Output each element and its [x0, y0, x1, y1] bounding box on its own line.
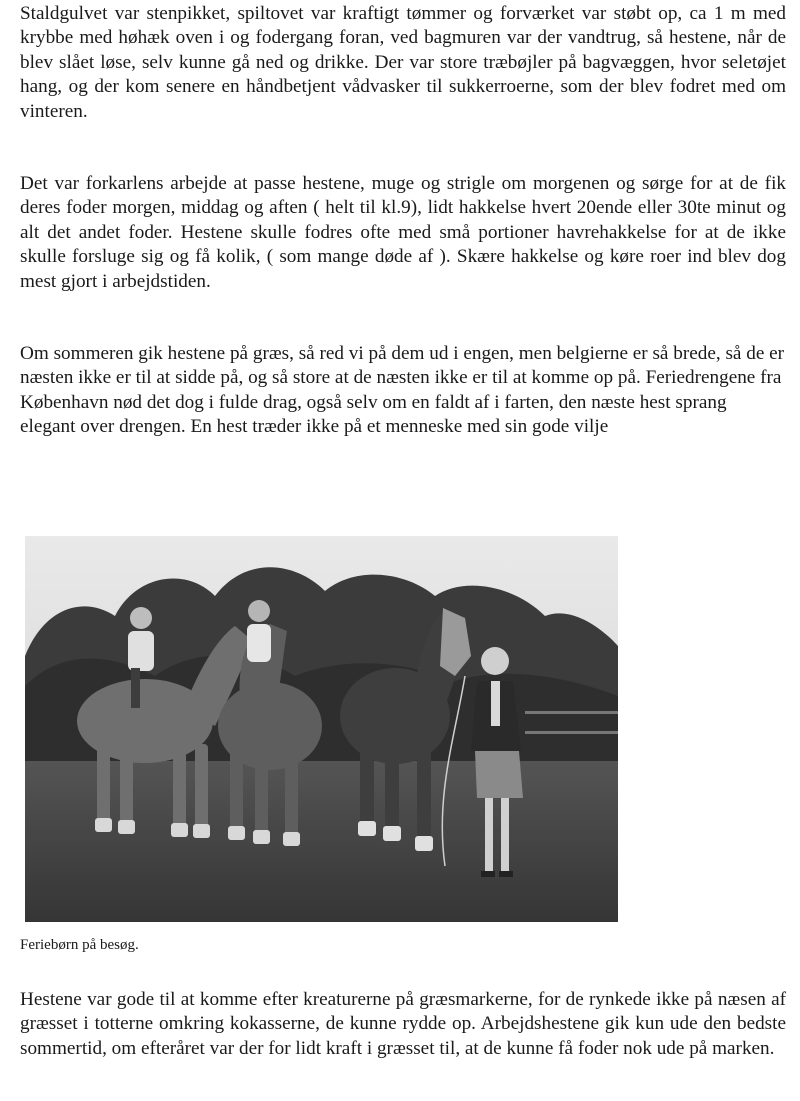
- photo-horses-with-children: [25, 536, 618, 922]
- paragraph-farmhand-work: Det var forkarlens arbejde at passe hestene, muge og strigle om morgenen og sørge for at de fik deres foder morgen, middag og aften ( helt til kl.9), lidt hakkelse hvert 20ende eller 30te minut og alt det andet foder. Hestene skulle fodres ofte med små portioner havrehakkelse for at de ikke skulle forsluge sig og få kolik, ( som mange døde af ). Skære hakkelse og køre roer ind blev dog mest gjort i arbejdstiden.: [20, 173, 786, 292]
- paragraph-stable-floor: Staldgulvet var stenpikket, spiltovet var kraftigt tømmer og forværket var støbt op, ca 1 m med krybbe med høhæk oven i og fodergang foran, ved bagmuren var der vandtrug, så hestene, når de blev slået løse, selv kunne gå ned og drikke. Der var store træbøjler på bagvæggen, hvor seletøjet hang, og der kom senere en håndbetjent vådvasker til sukkerroerne, som der blev fodret med om vinteren.: [20, 3, 786, 122]
- paragraph-horses-grazing-after-cattle: Hestene var gode til at komme efter kreaturerne på græsmarkerne, for de rynkede ikke på næsen af græsset i totterne omkring kokasserne, de kunne rydde op. Arbejdshestene gik kun ude den bedste sommertid, om efteråret var der for lidt kraft i græsset til, at de kunne få foder nok ude på marken.: [20, 989, 786, 1059]
- photo-caption: Feriebørn på besøg.: [20, 937, 139, 953]
- paragraph-summer-grazing: Om sommeren gik hestene på græs, så red vi på dem ud i engen, men belgierne er så brede, så de er næsten ikke er til at sidde på, og så store at de næsten ikke er til at komme op på. Feriedrengene fra København nød det dog i fulde drag, også selv om en faldt af i farten, den næste hest sprang elegant over drengen. En hest træder ikke på et menneske med sin gode vilje: [20, 343, 785, 438]
